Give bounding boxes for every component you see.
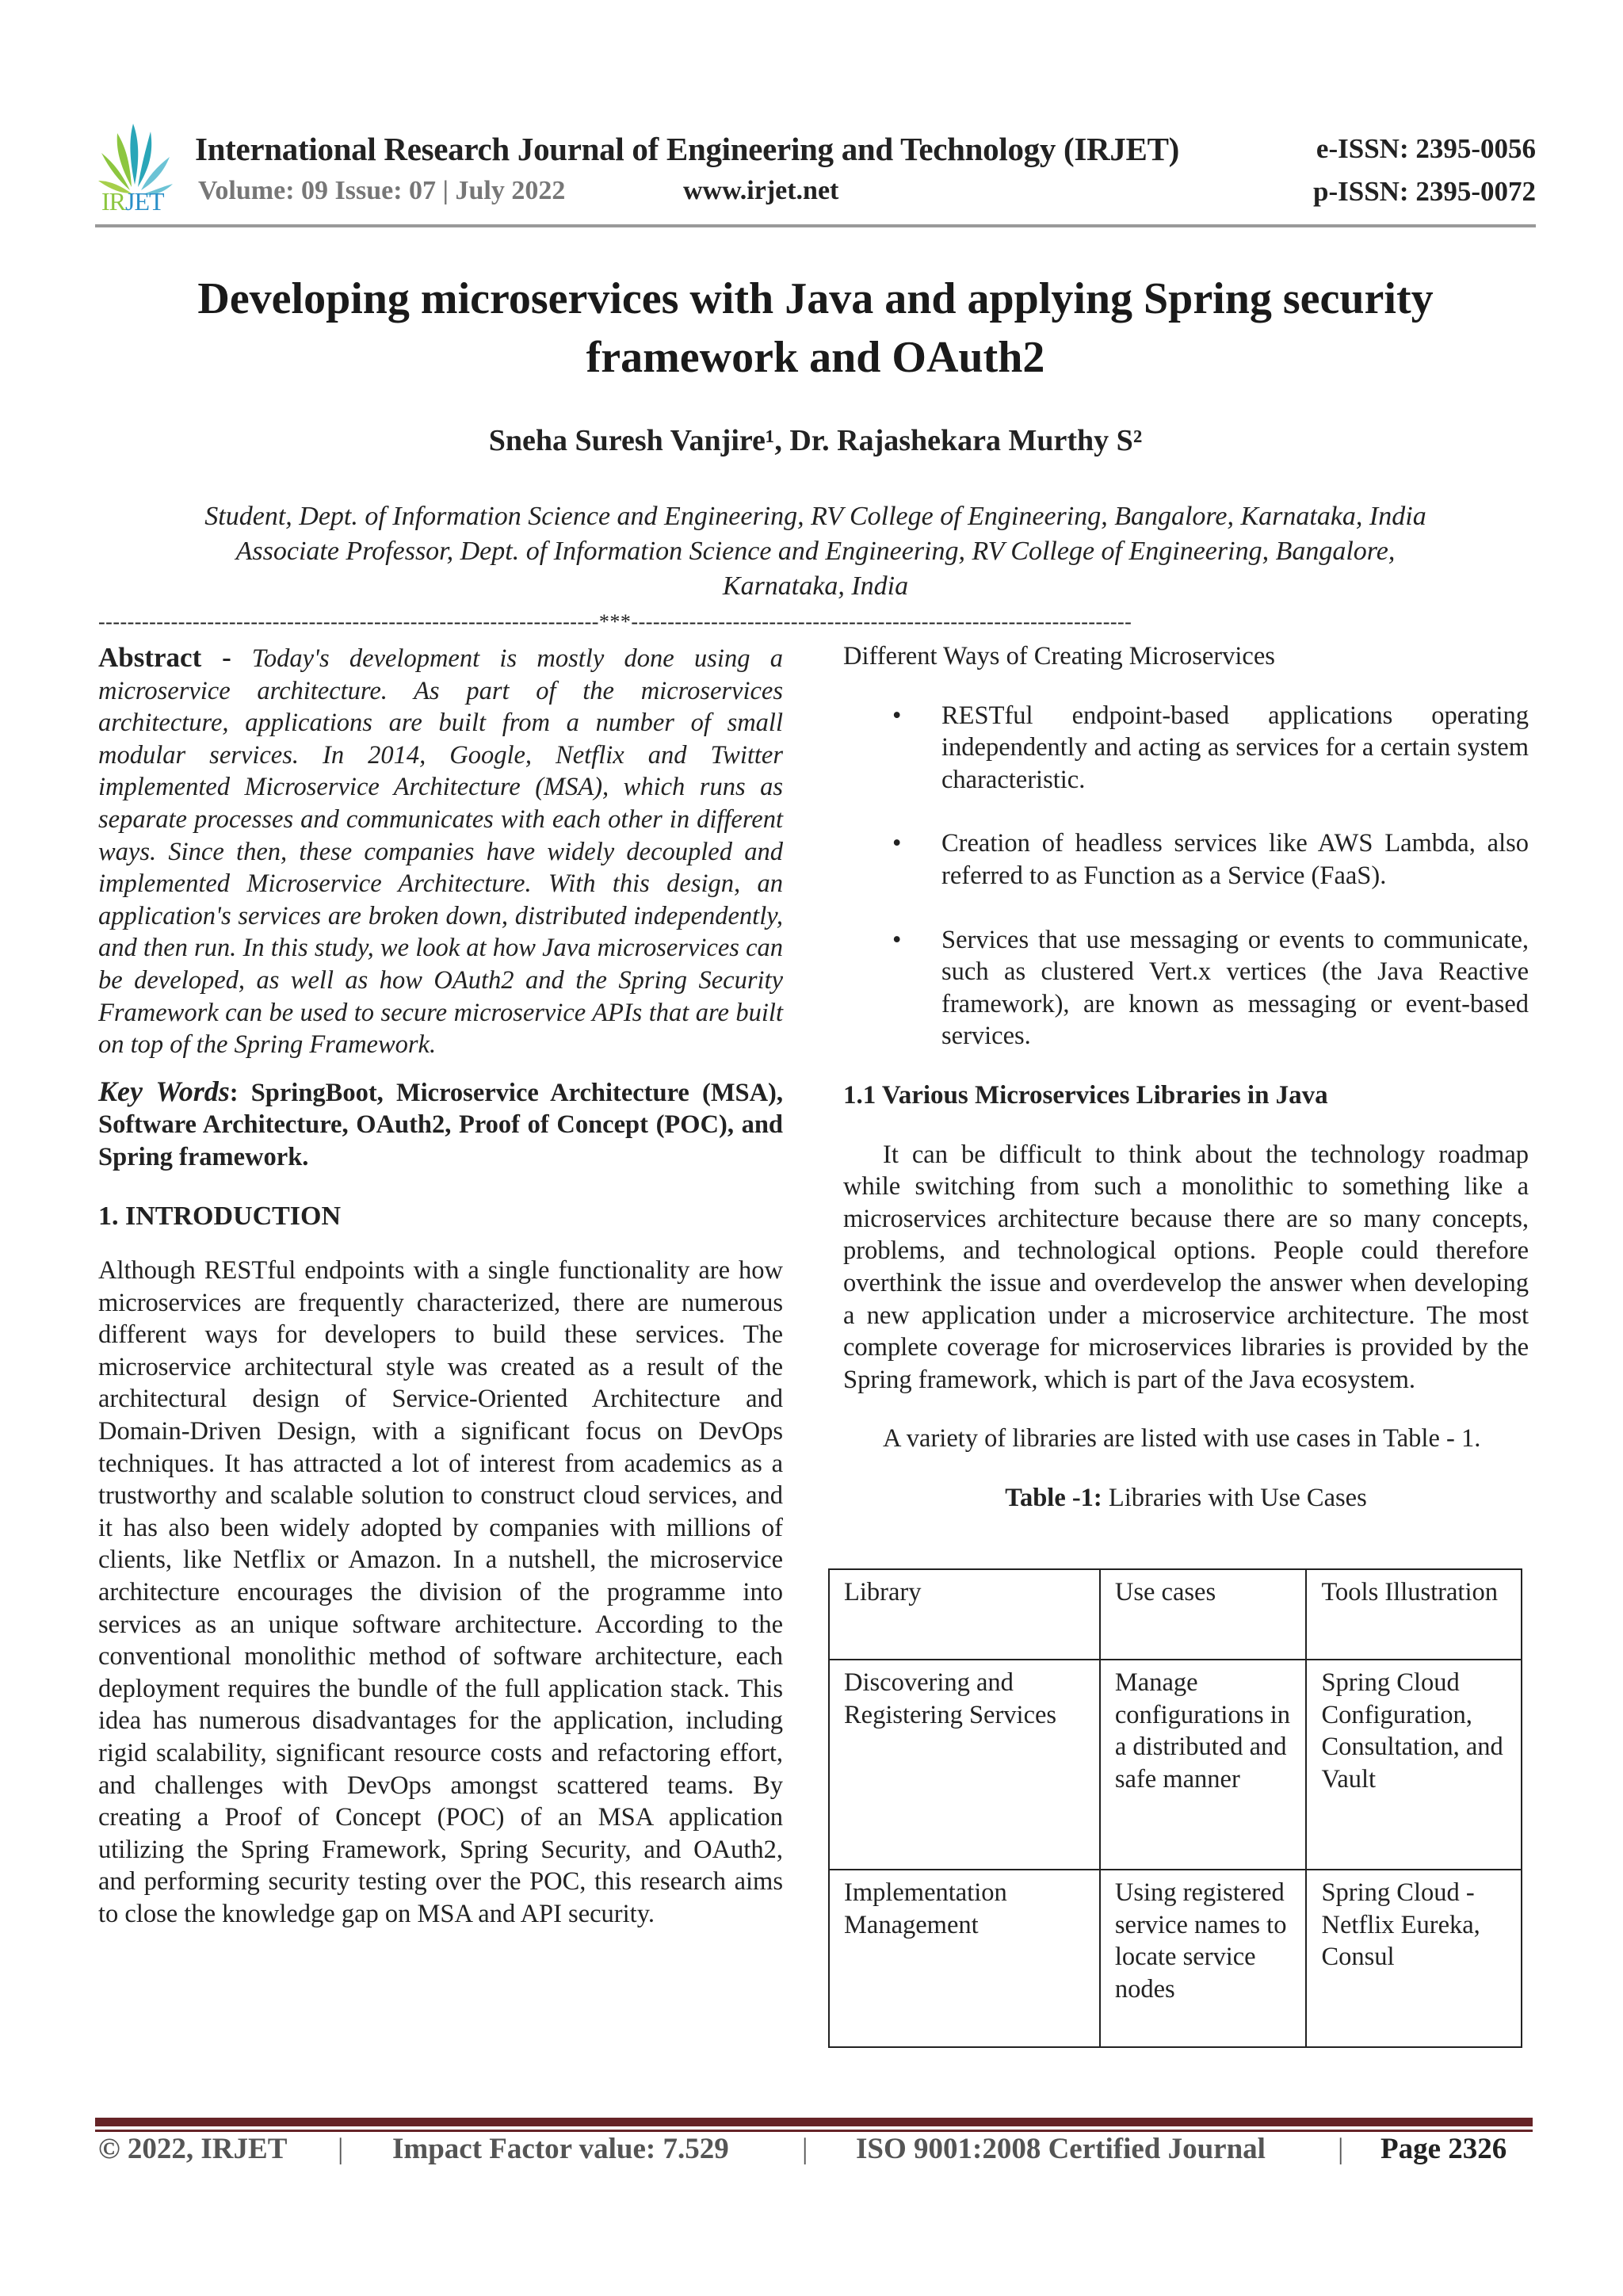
list-item-text: Creation of headless services like AWS Lambda, also referred to as Function as a Service (FaaS). — [941, 829, 1529, 890]
abstract — [98, 642, 783, 1061]
keywords-text: : SpringBoot, Microservice Architecture (MSA), Software Architecture, OAuth2, Proof of Concept (POC), and Spring framework. — [98, 1078, 784, 1171]
affiliation-line: Karnataka, India — [722, 571, 909, 601]
table-header: Use cases — [1100, 1569, 1307, 1660]
title-line: framework and OAuth2 — [586, 333, 1045, 382]
keywords-label: Key Words — [98, 1075, 230, 1107]
list-item-text: RESTful endpoint-based applications operating independently and acting as services for a certain system characteristic. — [941, 701, 1529, 794]
website-link[interactable]: www.irjet.net — [683, 176, 839, 205]
paper-title — [95, 269, 1536, 387]
title-line: Developing microservices with Java and applying Spring security — [197, 274, 1434, 323]
list-item — [843, 827, 1529, 892]
table-cell: Discovering and Registering Services — [829, 1660, 1100, 1870]
table-cell: Using registered service names to locate service nodes — [1100, 1870, 1307, 2047]
footer-iso: ISO 9001:2008 Certified Journal — [856, 2133, 1266, 2165]
affiliation-line: Associate Professor, Dept. of Information Science and Engineering, RV College of Engineering, Bangalore, — [235, 537, 1396, 566]
section-1-1-para: It can be difficult to think about the technology roadmap while switching from such a monolithic to something like a microservices architecture because there are so many concepts, problems, and technological options. People could therefore overthink the issue and overdevelop the answer when developing a new application under a microservice architecture. The most complete coverage for microservices libraries is provided by the Spring framework, which is part of the Java ecosystem. — [843, 1140, 1529, 1394]
table-header-row — [829, 1569, 1522, 1660]
eissn: e-ISSN: 2395-0056 — [1316, 133, 1536, 164]
table-header: Library — [829, 1569, 1100, 1660]
keywords — [98, 1075, 783, 1174]
footer-page: Page 2326 — [1381, 2133, 1507, 2165]
ways-heading: Different Ways of Creating Microservices — [843, 642, 1275, 670]
section-1-1-heading: 1.1 Various Microservices Libraries in Java — [843, 1080, 1328, 1110]
list-item-text: Services that use messaging or events to communicate, such as clustered Vert.x vertices (the Java Reactive framework), are known as messaging or event-based services. — [941, 925, 1529, 1051]
ways-list — [843, 700, 1529, 1052]
table-cell: Spring Cloud Configuration, Consultation, and Vault — [1306, 1660, 1522, 1870]
footer-bar — [95, 2118, 1533, 2126]
table-cell: Manage configurations in a distributed and safe manner — [1100, 1660, 1307, 1870]
table-caption-text: Libraries with Use Cases — [1102, 1483, 1367, 1512]
footer-impact: Impact Factor value: 7.529 — [392, 2133, 729, 2165]
bullet-icon: • — [892, 925, 902, 954]
pissn: p-ISSN: 2395-0072 — [1312, 176, 1536, 207]
footer-copyright: © 2022, IRJET — [98, 2133, 288, 2165]
bullet-icon: • — [892, 701, 902, 730]
separator: ---------------------------------------------------------------------***--------------------------------------------------------------------- — [98, 610, 1132, 633]
table-cell: Implementation Management — [829, 1870, 1100, 2047]
section-1-1-para: A variety of libraries are listed with use cases in Table - 1. — [883, 1424, 1481, 1454]
left-column — [98, 642, 783, 1931]
irjet-logo: IRJET — [94, 117, 179, 214]
table-header: Tools Illustration — [1306, 1569, 1522, 1660]
abstract-label: Abstract - — [98, 642, 252, 673]
table-caption-label: Table -1: — [1005, 1483, 1102, 1512]
right-column — [843, 640, 1529, 1514]
affiliations — [95, 499, 1536, 604]
journal-name: International Research Journal of Engineering and Technology (IRJET) — [195, 131, 1179, 167]
volume-issue: Volume: 09 Issue: 07 | July 2022 — [198, 176, 566, 205]
footer-bar-thin — [95, 2130, 1533, 2132]
list-item — [843, 700, 1529, 797]
bullet-icon: • — [892, 829, 902, 858]
table-cell: Spring Cloud - Netflix Eureka, Consul — [1306, 1870, 1522, 2047]
table-row — [829, 1870, 1522, 2047]
list-item — [843, 924, 1529, 1052]
intro-heading: 1. INTRODUCTION — [98, 1201, 342, 1231]
affiliation-line: Student, Dept. of Information Science and Engineering, RV College of Engineering, Bangalore, Karnataka, India — [204, 502, 1426, 531]
table-row — [829, 1660, 1522, 1870]
authors: Sneha Suresh Vanjire¹, Dr. Rajashekara Murthy S² — [488, 424, 1143, 457]
table-caption — [843, 1482, 1529, 1515]
footer-separator: | — [802, 2133, 808, 2165]
libraries-table — [828, 1568, 1522, 2048]
abstract-text: Today's development is mostly done using a microservice architecture. As part of the microservices architecture, applications are built from a number of small modular services. In 2014, Google, Netflix and Twitter implemented Microservice Architecture (MSA), which runs as separate processes and communicates with each other in different ways. Since then, these companies have widely decoupled and implemented Microservice Architecture. With this design, an application's services are broken down, distributed independently, and then run. In this study, we look at how Java microservices can be developed, as well as how OAuth2 and the Spring Security Framework can be used to secure microservice APIs that are built on top of the Spring Framework. — [98, 644, 783, 1060]
footer-separator: | — [1338, 2133, 1344, 2165]
header-divider — [95, 224, 1536, 227]
footer-separator: | — [338, 2133, 344, 2165]
intro-text: Although RESTful endpoints with a single functionality are how microservices are frequently characterized, there are numerous different ways for developers to build these services. The microservice architectural style was created as a result of the architectural design of Service-Oriented Architecture and Domain-Driven Design, with a significant focus on DevOps techniques. It has attracted a lot of interest from academics as a trustworthy and scalable solution to construct cloud services, and it has also been widely adopted by companies with millions of clients, like Netflix or Amazon. In a nutshell, the microservice architecture encourages the division of the programme into services as an unique software architecture. According to the conventional monolithic method of software architecture, each deployment requires the bundle of the full application stack. This idea has numerous disadvantages for the application, including rigid scalability, significant resource costs and refactoring effort, and challenges with DevOps amongst scattered teams. By creating a Proof of Concept (POC) of an MSA application utilizing the Spring Framework, Spring Security, and OAuth2, and performing security testing over the POC, this research aims to close the knowledge gap on MSA and API security. — [98, 1256, 783, 1928]
